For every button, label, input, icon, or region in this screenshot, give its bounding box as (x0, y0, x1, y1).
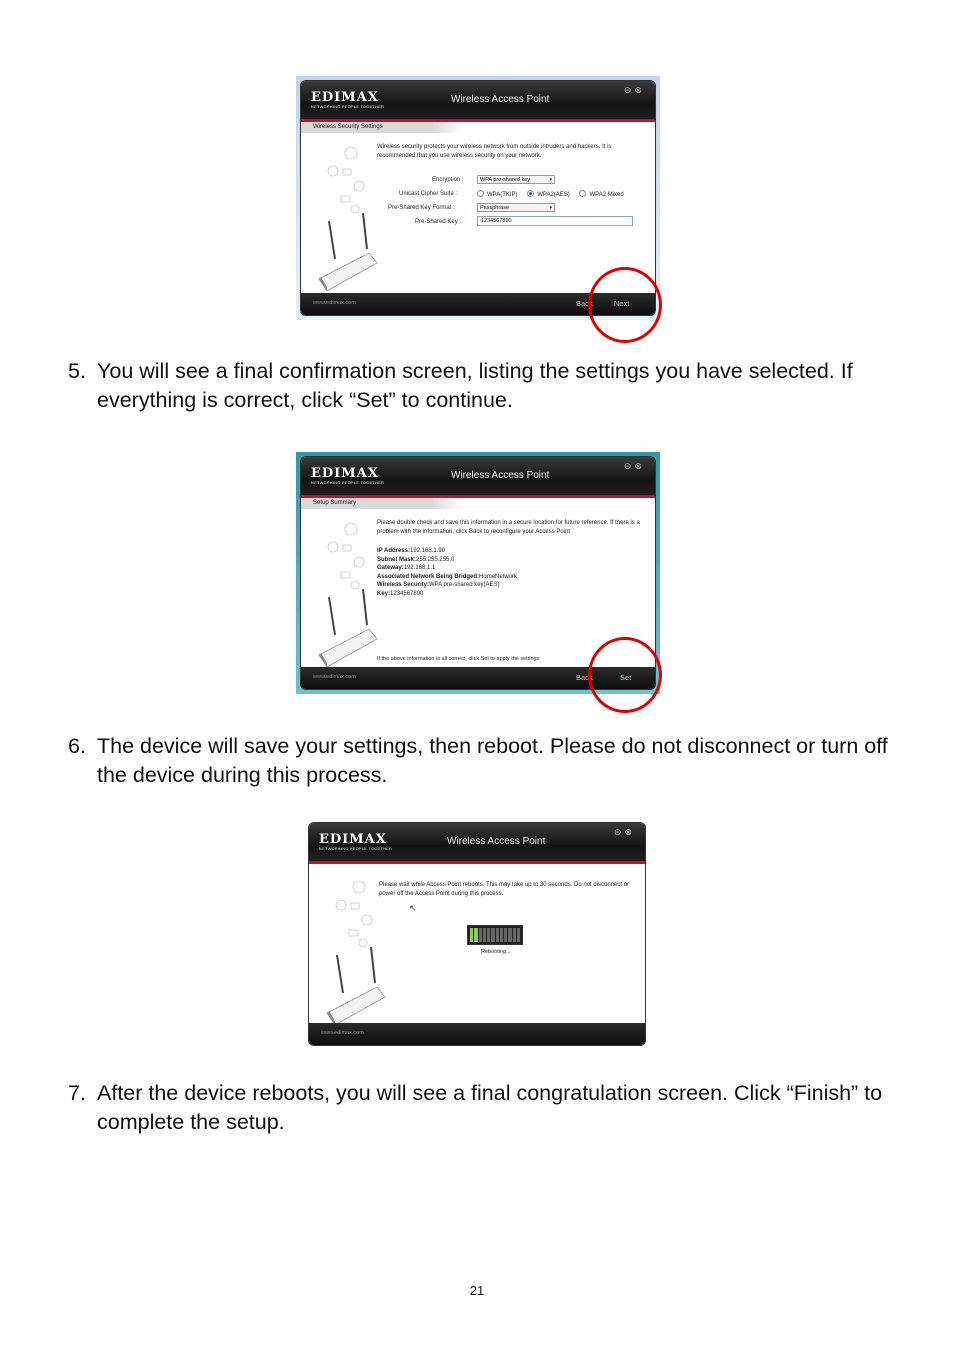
summary-row (377, 581, 647, 590)
window-header (301, 81, 655, 119)
progress-segment (487, 928, 490, 942)
encryption-value: WPA pre-shared key (480, 177, 531, 183)
summary-value: WPA pre-shared key(AES) (428, 582, 500, 588)
key-format-select[interactable] (477, 203, 555, 212)
highlight-circle-next (588, 267, 662, 343)
logo-tagline: NETWORKING PEOPLE TOGETHER (311, 480, 385, 485)
summary-label: IP Address: (377, 548, 411, 554)
encryption-select[interactable] (477, 175, 555, 184)
summary-label: Subnet Mask: (377, 556, 417, 563)
summary-value: 192.168.1.90 (410, 548, 446, 554)
progress-segment (479, 928, 482, 942)
back-button[interactable]: Back (576, 673, 593, 682)
key-format-label: Pre-Shared Key Format : (388, 205, 455, 211)
close-icon[interactable]: ⊗ (634, 461, 645, 471)
intro-text: Wireless security protects your wireless network from outside intruders and hackers. It is recommended that you use wireless security on your network. (377, 144, 612, 159)
step-text: After the device reboots, you will see a final congratulation screen. Click “Finish” to complete the setup. (97, 1081, 883, 1134)
step-number: 7. (68, 1081, 86, 1105)
radio-icon (579, 190, 586, 197)
progress-segment (491, 928, 494, 942)
page-number: 21 (469, 1283, 485, 1298)
edimax-logo: EDIMAX (319, 832, 387, 847)
window-header (309, 823, 645, 861)
summary-label: Gateway: (377, 565, 404, 571)
cipher-label: Unicast Cipher Suite : (399, 191, 458, 197)
cipher-options (477, 191, 624, 198)
key-format-value: Passphrase (480, 205, 510, 211)
step-number: 5. (68, 359, 86, 383)
summary-value: 1234567890 (390, 590, 424, 597)
radio-wpa-tkip[interactable] (477, 192, 518, 198)
progress-segment (508, 928, 511, 942)
radio-icon (477, 190, 484, 197)
reboot-message: Please wait while Access Point reboots. This may take up to 30 seconds. Do not disconnect or power off the Access Point during this process. (379, 882, 630, 897)
section-title: Setup Summary (301, 498, 463, 509)
section-title: Wireless Security Settings (301, 122, 463, 133)
footer-url: www.edimax.com (313, 300, 356, 306)
window-title: Wireless Access Point (451, 470, 550, 481)
summary-value: 255.255.255.0 (416, 556, 455, 563)
access-point-illustration (311, 141, 381, 291)
radio-wpa2-aes[interactable] (527, 192, 570, 198)
close-icon[interactable]: ⊗ (634, 85, 645, 95)
encryption-label: Encryption : (432, 177, 464, 183)
radio-label: WPA2(AES) (537, 192, 570, 199)
edimax-logo: EDIMAX (311, 90, 379, 105)
chevron-down-icon: ▾ (549, 205, 552, 211)
progress-segment (500, 928, 503, 942)
pre-shared-key-input[interactable]: 1234567890 (477, 216, 633, 226)
window-controls[interactable] (614, 827, 635, 838)
logo-tagline: NETWORKING PEOPLE TOGETHER (319, 846, 393, 851)
window-title: Wireless Access Point (451, 94, 550, 105)
summary-value: HomeNetwork (479, 573, 518, 580)
step-text: You will see a final confirmation screen, listing the settings you have selected. If everything is correct, click “Set” to continue. (97, 359, 853, 412)
window-header (301, 457, 655, 495)
screenshot-rebooting (306, 820, 648, 1048)
summary-intro: Please double check and save this information in a secure location for future reference. If there is a problem with the information, click Back to reconfigure your Access Point (377, 520, 640, 535)
summary-label: Key: (377, 590, 391, 597)
summary-row (377, 564, 647, 573)
reboot-progress-bar (467, 925, 523, 945)
radio-wpa2-mixed[interactable] (579, 192, 623, 198)
radio-label: WPA(TKIP) (487, 192, 518, 199)
summary-label: Wireless Security: (377, 582, 429, 588)
wizard-footer (309, 1023, 645, 1045)
minimize-icon[interactable]: ⊖ (613, 827, 625, 837)
progress-segment (496, 928, 499, 942)
summary-row (377, 547, 647, 556)
progress-segment (504, 928, 507, 942)
step-number: 6. (68, 734, 86, 758)
step-text: The device will save your settings, then reboot. Please do not disconnect or turn off the device during this process. (97, 734, 888, 787)
progress-segment (513, 928, 516, 942)
progress-segment (517, 928, 520, 942)
pre-shared-key-label: Pre-Shared Key : (415, 219, 462, 225)
access-point-illustration (311, 517, 381, 667)
back-button[interactable]: Back (576, 299, 593, 308)
minimize-icon[interactable]: ⊖ (623, 461, 635, 471)
radio-label: WPA2 Mixed (589, 192, 624, 199)
minimize-icon[interactable]: ⊖ (623, 85, 635, 95)
summary-row (377, 590, 647, 599)
next-button[interactable]: Next (614, 299, 630, 308)
confirm-text: If the above information is all correct, click Set to apply the settings (377, 656, 540, 662)
close-icon[interactable]: ⊗ (624, 827, 635, 837)
radio-selected-icon (527, 190, 534, 197)
header-accent-line (309, 861, 645, 864)
edimax-logo: EDIMAX (311, 466, 379, 481)
highlight-circle-set (588, 637, 662, 713)
summary-row (377, 556, 647, 565)
summary-row (377, 573, 647, 582)
summary-value: 192.168.1.1 (403, 565, 436, 571)
progress-segment-filled (470, 928, 473, 942)
window-controls[interactable] (624, 85, 645, 96)
chevron-down-icon: ▾ (549, 177, 552, 183)
progress-segment (483, 928, 486, 942)
summary-list (377, 547, 647, 598)
wizard-window (308, 822, 646, 1046)
mouse-cursor-icon: ↖ (409, 903, 417, 913)
progress-segment-filled (474, 928, 477, 942)
window-controls[interactable] (624, 461, 645, 472)
footer-url: www.edimax.com (321, 1030, 364, 1036)
window-title: Wireless Access Point (447, 836, 546, 847)
set-button[interactable]: Set (620, 673, 632, 682)
logo-tagline: NETWORKING PEOPLE TOGETHER (311, 104, 385, 109)
footer-url: www.edimax.com (313, 674, 356, 680)
reboot-status: Rebooting... (481, 949, 511, 955)
summary-label: Associated Network Being Bridged: (377, 573, 480, 580)
